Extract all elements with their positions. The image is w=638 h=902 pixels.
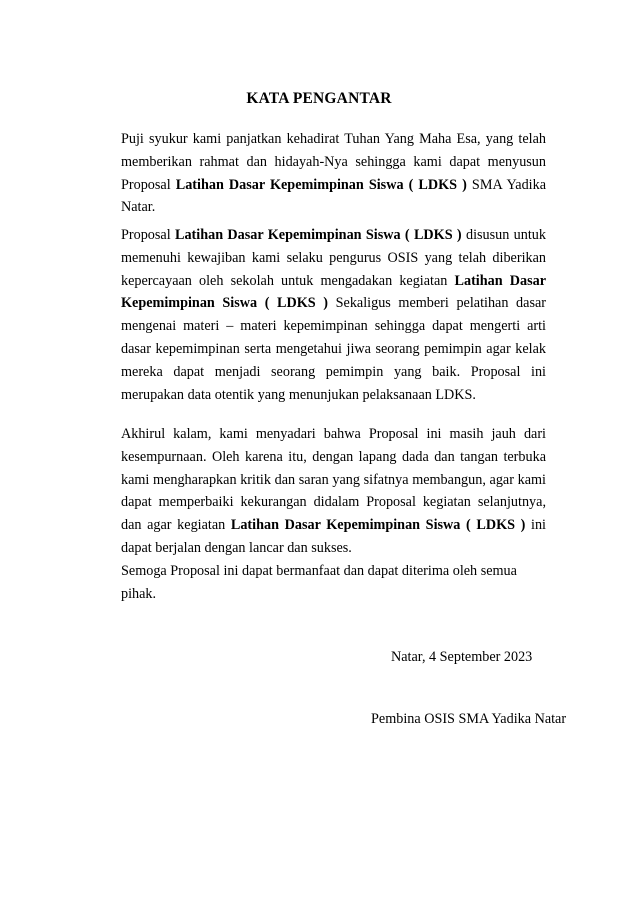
paragraph-text: Proposal bbox=[121, 227, 175, 243]
place-and-date: Natar, 4 September 2023 bbox=[391, 649, 533, 665]
signatory: Pembina OSIS SMA Yadika Natar bbox=[371, 711, 567, 727]
paragraph-text: Akhirul kalam, kami menyadari bahwa Proposal ini masih jauh dari kesempurnaan. Oleh karena itu, dengan lapang dada dan tangan terbuka kami mengharapkan kritik dan saran yang sifatnya membangun, agar kami dapat memperbaiki kekurangan didalam Proposal kegiatan selanjutnya, dan agar kegiatan bbox=[121, 426, 546, 534]
paragraph-gratitude bbox=[121, 128, 546, 219]
closing-sentence: Semoga Proposal ini dapat bermanfaat dan dapat diterima oleh semua pihak. bbox=[121, 563, 517, 602]
paragraph-text: Puji syukur kami panjatkan kehadirat Tuhan Yang Maha Esa, yang telah memberikan rahmat dan hidayah-Nya sehingga kami dapat menyusun Proposal bbox=[121, 131, 546, 193]
paragraph-text: ini dapat berjalan dengan lancar dan sukses. bbox=[121, 517, 546, 556]
document-title: KATA PENGANTAR bbox=[246, 90, 392, 107]
paragraph-text: disusun untuk memenuhi kewajiban kami selaku pengurus OSIS yang telah diberikan kepercayaan oleh sekolah untuk mengadakan kegiatan bbox=[121, 227, 546, 289]
paragraph-closing-remarks bbox=[121, 423, 546, 560]
paragraph-text: Sekaligus memberi pelatihan dasar mengenai materi – materi kepemimpinan sehingga dapat mengerti arti dasar kepemimpinan serta mengetahui jiwa seorang pemimpin agar kelak mereka dapat menjadi seorang pemimpin yang baik. Proposal ini merupakan data otentik yang menunjukan pelaksanaan LDKS. bbox=[121, 295, 546, 403]
program-name-bold: Latihan Dasar Kepemimpinan Siswa ( LDKS ) bbox=[121, 272, 546, 312]
paragraph-text: SMA Yadika Natar. bbox=[121, 176, 546, 216]
program-name-bold: Latihan Dasar Kepemimpinan Siswa ( LDKS ) bbox=[175, 227, 462, 243]
program-name-bold: Latihan Dasar Kepemimpinan Siswa ( LDKS ) bbox=[230, 517, 526, 534]
program-name-bold: Latihan Dasar Kepemimpinan Siswa ( LDKS ) bbox=[175, 176, 467, 193]
paragraph-purpose bbox=[121, 224, 546, 406]
